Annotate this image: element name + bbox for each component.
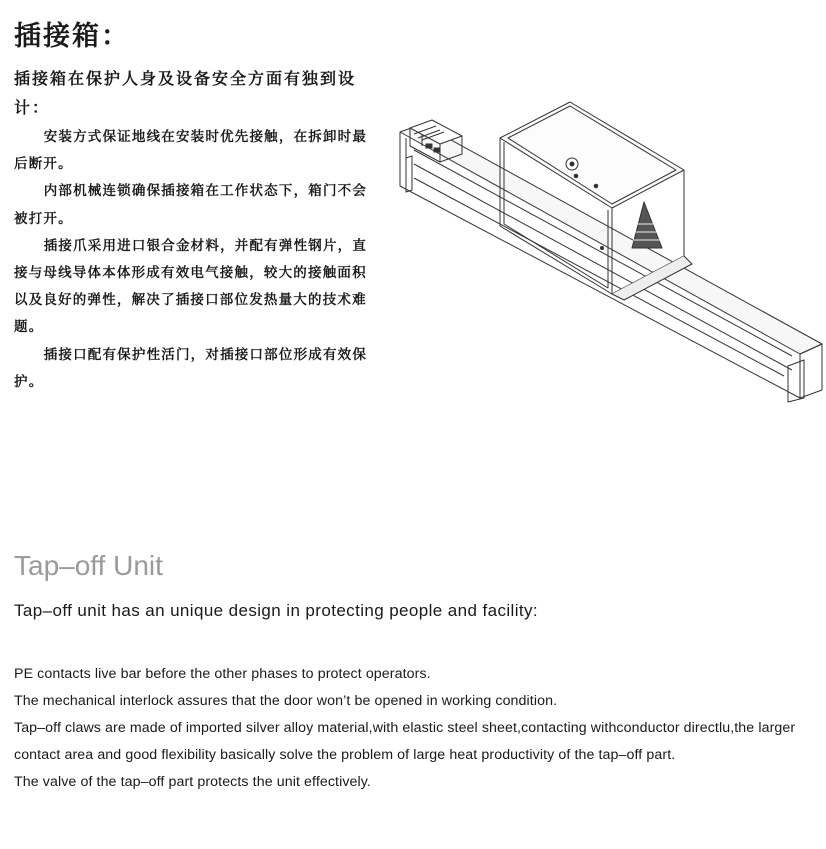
en-paragraph: The mechanical interlock assures that the door won’t be opened in working condition.: [14, 693, 558, 709]
cn-paragraph: 内部机械连锁确保插接箱在工作状态下，箱门不会被打开。: [14, 183, 368, 227]
cn-paragraph: 安装方式保证地线在安装时优先接触，在拆卸时最后断开。: [14, 129, 368, 173]
cn-title: 插接箱：: [14, 21, 130, 52]
cable-gland: [632, 202, 662, 248]
en-paragraph: Tap–off claws are made of imported silver alloy material,with elastic steel sheet,contacting withconductor directlu,the larger contact area and good flexibility basically solve the problem of large heat productivity of the tap–off part.: [14, 720, 796, 763]
en-body: [14, 661, 814, 796]
cn-body: [14, 124, 376, 396]
en-paragraph: The valve of the tap–off part protects the unit effectively.: [14, 774, 371, 790]
cn-intro: 插接箱在保护人身及设备安全方面有独到设计：: [14, 69, 357, 117]
en-title: Tap–off Unit: [14, 550, 163, 581]
cn-paragraph: 插接爪采用进口银合金材料，并配有弹性钢片，直接与母线导体本体形成有效电气接触，较大的接触面积以及良好的弹性，解决了插接口部位发热量大的技术难题。: [14, 237, 368, 336]
tap-off-unit-illustration: [392, 98, 824, 403]
cn-paragraph: 插接口配有保护性活门，对插接口部位形成有效保护。: [14, 346, 368, 390]
en-intro: Tap–off unit has an unique design in protecting people and facility:: [14, 601, 539, 620]
en-paragraph: PE contacts live bar before the other phases to protect operators.: [14, 666, 431, 682]
